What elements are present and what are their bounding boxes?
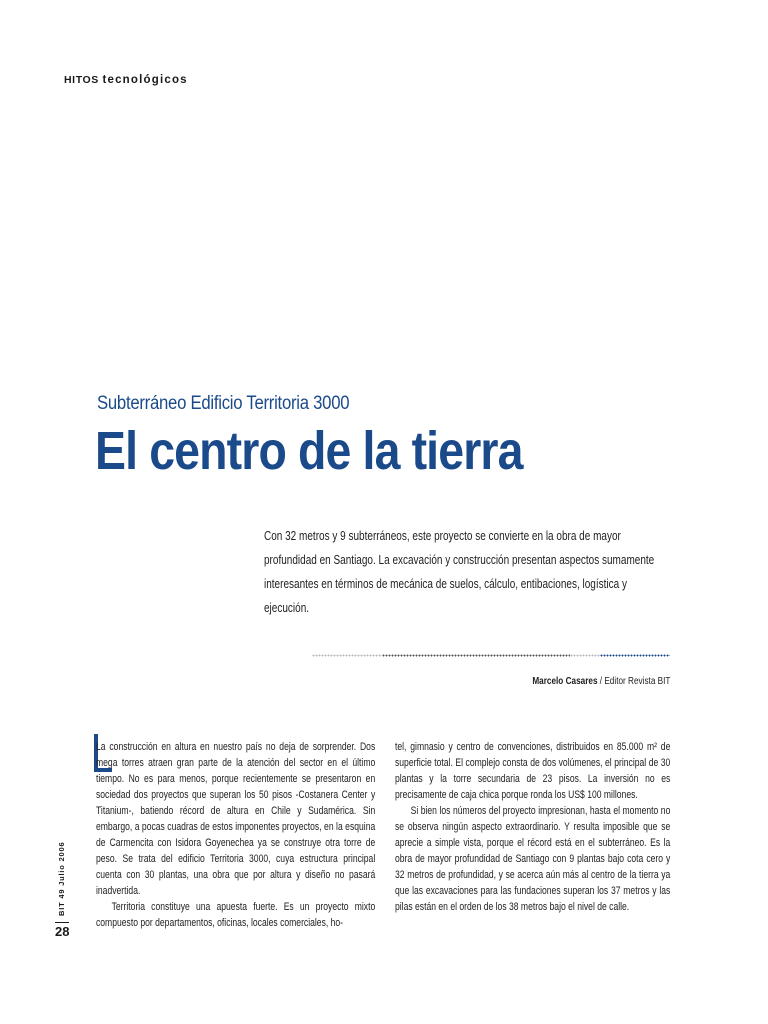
section-label-part2: tecnológicos xyxy=(102,74,188,86)
article-lead: Con 32 metros y 9 subterráneos, este proyecto se convierte en la obra de mayor profundidad en Santiago. La excavación y construcción presentan aspectos sumamente interesantes en términos de mecánica de suelos, cálculo, entibaciones, logística y ejecución. xyxy=(264,529,655,615)
article-kicker: Subterráneo Edificio Territoria 3000 xyxy=(97,393,350,414)
byline xyxy=(532,676,670,687)
page-number: 28 xyxy=(55,924,70,939)
article-title: El centro de la tierra xyxy=(95,421,523,481)
body-paragraph: Territoria constituye una apuesta fuerte. Es un proyecto mixto compuesto por departamentos, oficinas, locales comerciales, ho- xyxy=(96,901,376,929)
dotted-divider xyxy=(570,654,600,657)
dotted-divider xyxy=(600,654,670,657)
issue-label: BIT 49 Julio 2006 xyxy=(57,841,66,916)
body-column-2 xyxy=(395,739,670,915)
dotted-divider xyxy=(312,654,382,657)
dotted-divider xyxy=(382,654,570,657)
section-label xyxy=(64,74,188,86)
byline-author: Marcelo Casares xyxy=(531,676,598,687)
body-paragraph: La construcción en altura en nuestro país no deja de sorprender. Dos mega torres atraen gran parte de la atención del sector en el último tiempo. No es para menos, porque recientemente se presentaron en sociedad dos proyectos que superan los 50 pisos -Costanera Center y Titanium-, batiendo récord de altura en Chile y Sudamérica. Sin embargo, a pocas cuadras de estos imponentes proyectos, en la esquina de Carmencita con Isidora Goyenechea ya se construye otra torre de peso. Se trata del edificio Territoria 3000, cuya estructura principal cuenta con 30 plantas, una obra que por altura y diseño no pasará inadvertida. xyxy=(96,741,376,897)
section-label-part1: HITOS xyxy=(64,74,99,86)
body-column-1 xyxy=(96,739,375,931)
byline-role: / Editor Revista BIT xyxy=(597,676,670,687)
body-paragraph: tel, gimnasio y centro de convenciones, distribuidos en 85.000 m² de superficie total. El complejo consta de dos volúmenes, el principal de 30 plantas y la torre secundaria de 23 pisos. La inversión no es precisamente de caja chica porque ronda los US$ 100 millones. xyxy=(395,741,671,801)
body-paragraph: Si bien los números del proyecto impresionan, hasta el momento no se observa ningún aspecto extraordinario. Y resulta imposible que se aprecie a simple vista, porque el récord está en el subterráneo. Es la obra de mayor profundidad de Santiago con 9 plantas bajo cota cero y 32 metros de profundidad, y se acerca aún más al centro de la tierra ya que las excavaciones para las fundaciones superan los 37 metros y las pilas están en el orden de los 38 metros bajo el nivel de calle. xyxy=(395,805,671,913)
